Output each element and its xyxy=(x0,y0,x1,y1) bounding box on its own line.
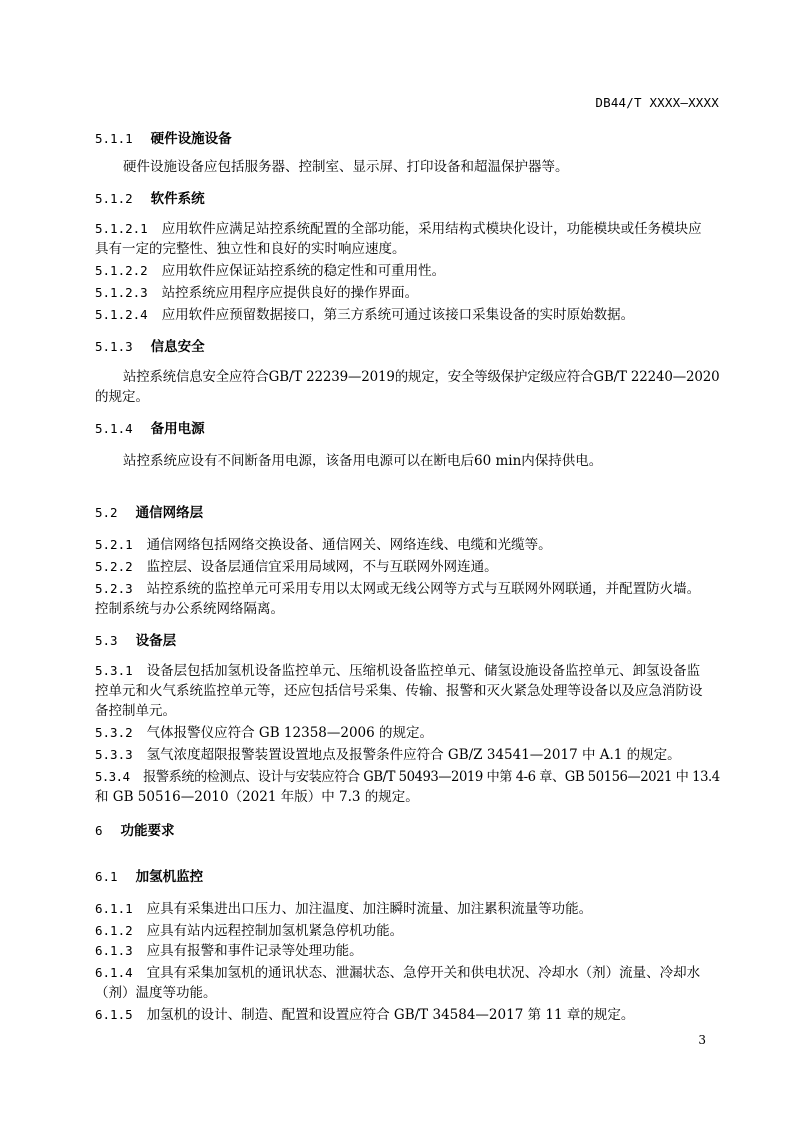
clause-number: 5.1.1 xyxy=(95,131,133,146)
paragraph-line xyxy=(95,724,719,742)
clause-number: 5.3.2 xyxy=(95,725,133,740)
heading-text: 功能要求 xyxy=(120,823,175,839)
clause-text: 应具有采集进出口压力、加注温度、加注瞬时流量、加注累积流量等功能。 xyxy=(146,901,593,917)
clause-text: 加氢机的设计、制造、配置和设置应符合 GB/T 34584—2017 第 11 章的规定。 xyxy=(146,1007,635,1023)
heading-text: 软件系统 xyxy=(150,191,205,207)
clause-number: 6.1.1 xyxy=(95,901,133,916)
clause-text: 硬件设施设备应包括服务器、控制室、显示屏、打印设备和超温保护器等。 xyxy=(123,159,569,175)
clause-number: 5.2.1 xyxy=(95,537,133,552)
paragraph-line xyxy=(95,922,719,940)
clause-text: 监控层、设备层通信宜采用局域网，不与互联网外网连通。 xyxy=(146,559,498,575)
page-number: 3 xyxy=(698,1033,706,1047)
paragraph-line xyxy=(95,284,719,302)
clause-text: （剂）温度等功能。 xyxy=(95,985,217,1001)
paragraph-line xyxy=(95,240,719,258)
clause-text: 站控系统信息安全应符合GB/T 22239—2019的规定，安全等级保护定级应符合GB/T 22240—2020 xyxy=(123,369,720,385)
clause-text: 具有一定的完整性、独立性和良好的实时响应速度。 xyxy=(95,241,406,257)
section-heading xyxy=(95,338,719,356)
clause-number: 5.1.2.3 xyxy=(95,285,148,300)
paragraph-line xyxy=(95,600,719,618)
paragraph-line xyxy=(95,262,719,280)
clause-number: 5.1.2.4 xyxy=(95,307,148,322)
clause-number: 5.1.2 xyxy=(95,191,133,206)
clause-number: 5.1.3 xyxy=(95,339,133,354)
clause-number: 6.1 xyxy=(95,869,118,884)
clause-number: 5.1.2.1 xyxy=(95,221,148,236)
clause-number: 5.3.1 xyxy=(95,663,133,678)
clause-text: 的规定。 xyxy=(95,389,149,405)
clause-text: 应用软件应保证站控系统的稳定性和可重用性。 xyxy=(161,263,446,279)
clause-text: 宜具有采集加氢机的通讯状态、泄漏状态、急停开关和供电状况、冷却水（剂）流量、冷却水 xyxy=(146,965,701,981)
paragraph-line xyxy=(95,682,719,700)
heading-text: 信息安全 xyxy=(150,339,205,355)
section-heading xyxy=(95,130,719,148)
clause-text: 设备层包括加氢机设备监控单元、压缩机设备监控单元、储氢设施设备监控单元、卸氢设备监 xyxy=(146,663,701,679)
paragraph-line xyxy=(95,942,719,960)
clause-text: 控单元和火气系统监控单元等，还应包括信号采集、传输、报警和灭火紧急处理等设备以及应急消防设 xyxy=(95,683,703,699)
heading-text: 通信网络层 xyxy=(135,505,204,521)
clause-text: 应用软件应满足站控系统配置的全部功能，采用结构式模块化设计，功能模块或任务模块应 xyxy=(161,221,702,237)
clause-number: 6.1.5 xyxy=(95,1007,133,1022)
section-heading xyxy=(95,420,719,438)
clause-number: 5.2.3 xyxy=(95,581,133,596)
paragraph-line xyxy=(95,536,719,554)
paragraph-line xyxy=(95,662,719,680)
paragraph-line xyxy=(95,964,719,982)
clause-number: 6.1.2 xyxy=(95,923,133,938)
paragraph-line xyxy=(95,984,719,1002)
clause-text: 氢气浓度超限报警装置设置地点及报警条件应符合 GB/Z 34541—2017 中 A.1 的规定。 xyxy=(146,747,681,763)
clause-number: 5.2.2 xyxy=(95,559,133,574)
document-code-header: DB44/T XXXX—XXXX xyxy=(595,95,719,110)
heading-text: 加氢机监控 xyxy=(135,869,204,885)
clause-number: 5.3 xyxy=(95,633,118,648)
clause-text: 报警系统的检测点、设计与安装应符合 GB/T 50493—2019 中第 4-6 章、GB 50156—2021 中 13.4 xyxy=(143,769,720,785)
clause-number: 6.1.4 xyxy=(95,965,133,980)
section-heading xyxy=(95,868,719,886)
heading-text: 硬件设施设备 xyxy=(150,131,232,147)
clause-text: 控制系统与办公系统网络隔离。 xyxy=(95,601,284,617)
clause-number: 6.1.3 xyxy=(95,943,133,958)
paragraph-line xyxy=(95,768,720,786)
paragraph-line xyxy=(95,1006,719,1024)
clause-text: 应具有报警和事件记录等处理功能。 xyxy=(146,943,363,959)
clause-number: 6 xyxy=(95,823,103,838)
clause-text: 应用软件应预留数据接口，第三方系统可通过该接口采集设备的实时原始数据。 xyxy=(161,307,635,323)
clause-number: 5.2 xyxy=(95,505,118,520)
paragraph-line xyxy=(95,746,719,764)
paragraph-line xyxy=(123,368,720,386)
section-heading xyxy=(95,190,719,208)
clause-text: 站控系统的监控单元可采用专用以太网或无线公网等方式与互联网外网联通，并配置防火墙。 xyxy=(146,581,701,597)
clause-number: 5.3.3 xyxy=(95,747,133,762)
clause-text: 备控制单元。 xyxy=(95,703,176,719)
paragraph-line xyxy=(95,788,719,806)
section-heading xyxy=(95,504,719,522)
paragraph-line xyxy=(123,452,719,470)
clause-text: 站控系统应设有不间断备用电源，该备用电源可以在断电后60 min内保持供电。 xyxy=(123,453,603,469)
paragraph-line xyxy=(95,558,719,576)
paragraph-line xyxy=(95,580,719,598)
section-heading xyxy=(95,632,719,650)
clause-text: 气体报警仪应符合 GB 12358—2006 的规定。 xyxy=(146,725,434,741)
paragraph-line xyxy=(123,158,719,176)
clause-text: 应具有站内远程控制加氢机紧急停机功能。 xyxy=(146,923,404,939)
clause-number: 5.1.4 xyxy=(95,421,133,436)
heading-text: 备用电源 xyxy=(150,421,205,437)
clause-text: 站控系统应用程序应提供良好的操作界面。 xyxy=(161,285,419,301)
paragraph-line xyxy=(95,220,719,238)
paragraph-line xyxy=(95,900,719,918)
clause-number: 5.1.2.2 xyxy=(95,263,148,278)
clause-text: 通信网络包括网络交换设备、通信网关、网络连线、电缆和光缆等。 xyxy=(146,537,552,553)
clause-text: 和 GB 50516—2010（2021 年版）中 7.3 的规定。 xyxy=(95,789,419,805)
section-heading xyxy=(95,822,719,840)
clause-number: 5.3.4 xyxy=(95,769,130,784)
paragraph-line xyxy=(95,388,719,406)
heading-text: 设备层 xyxy=(135,633,177,649)
paragraph-line xyxy=(95,702,719,720)
paragraph-line xyxy=(95,306,719,324)
